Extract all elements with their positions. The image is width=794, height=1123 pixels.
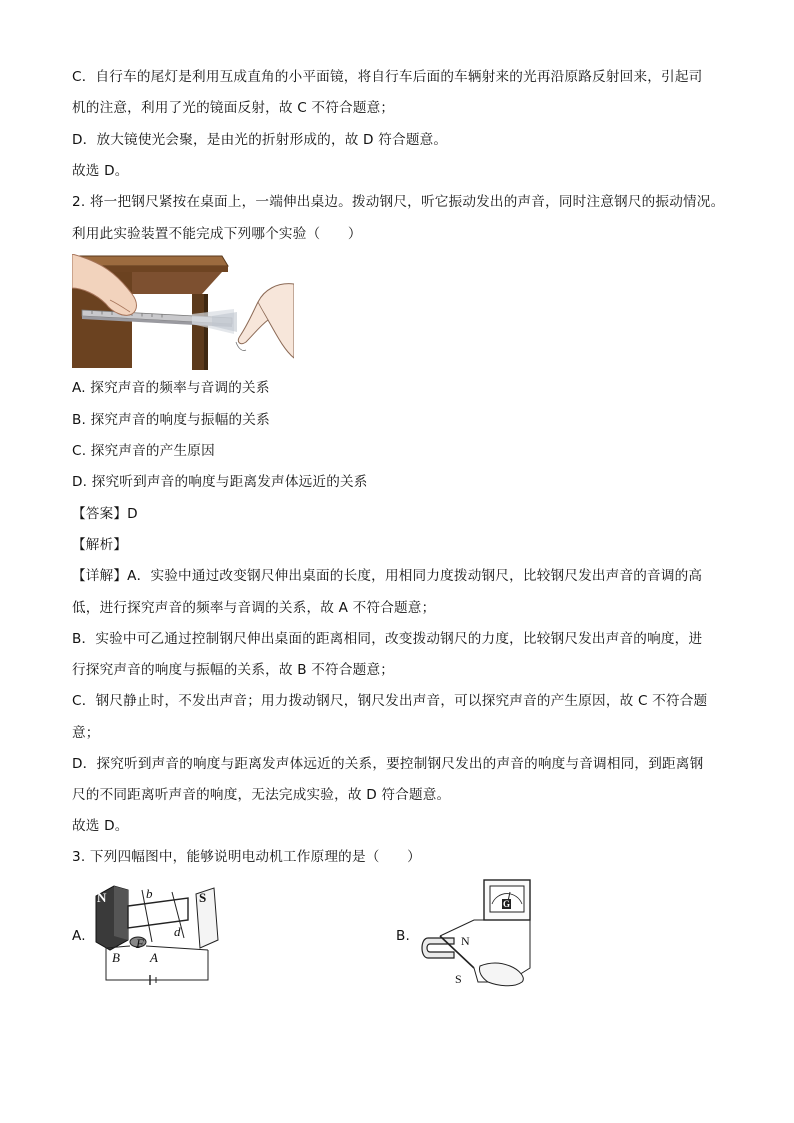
- fig-a-label-bb: B: [112, 950, 120, 965]
- fig-a-label-f: F: [136, 936, 144, 951]
- generator-galvanometer-figure: [418, 878, 536, 990]
- q2-answer: 【答案】D: [72, 506, 138, 522]
- fig-a-label-s: S: [199, 890, 207, 905]
- q2-option-a: A. 探究声音的频率与音调的关系: [72, 380, 270, 396]
- q2-option-d: D. 探究听到声音的响度与距离发声体远近的关系: [72, 474, 368, 490]
- q3-option-b-label: B.: [396, 928, 411, 944]
- q2-detail-line2: 低，进行探究声音的频率与音调的关系，故 A 不符合题意；: [72, 600, 436, 616]
- fig-a-label-n: N: [97, 890, 107, 905]
- q2-option-b: B. 探究声音的响度与振幅的关系: [72, 412, 270, 428]
- q2-detail-line7: D．探究听到声音的响度与距离发声体远近的关系，要控制钢尺发出的声音的响度与音调相同，到距离钢: [72, 756, 704, 772]
- q2-analysis-heading: 【解析】: [72, 537, 128, 553]
- fig-a-label-d: d: [174, 924, 181, 939]
- q2-detail-line6: 意；: [72, 725, 100, 741]
- prev-option-c-line1: C．自行车的尾灯是利用互成直角的小平面镜，将自行车后面的车辆射来的光再沿原路反射回来，引起司: [72, 69, 703, 85]
- q3-stem: 3. 下列四幅图中，能够说明电动机工作原理的是（ ）: [72, 849, 421, 865]
- prev-option-c-line2: 机的注意，利用了光的镜面反射，故 C 不符合题意；: [72, 100, 395, 116]
- q2-option-c: C. 探究声音的产生原因: [72, 443, 215, 459]
- q2-stem-line1: 2. 将一把钢尺紧按在桌面上，一端伸出桌边。拨动钢尺，听它振动发出的声音，同时注意钢尺的振动情况。: [72, 194, 725, 210]
- fig-b-label-g: G: [503, 899, 511, 909]
- fig-a-label-b: b: [146, 886, 153, 901]
- ruler-experiment-figure: [72, 254, 294, 372]
- prev-conclusion: 故选 D。: [72, 163, 129, 179]
- q2-detail-line4: 行探究声音的响度与振幅的关系，故 B 不符合题意；: [72, 662, 395, 678]
- q2-detail-line5: C．钢尺静止时，不发出声音；用力拨动钢尺，钢尺发出声音，可以探究声音的产生原因，故 C 不符合题: [72, 693, 708, 709]
- q2-detail-line8: 尺的不同距离听声音的响度，无法完成实验，故 D 符合题意。: [72, 787, 451, 803]
- q2-stem-line2: 利用此实验装置不能完成下列哪个实验（ ）: [72, 226, 362, 242]
- fig-a-label-a: A: [150, 950, 158, 965]
- q2-detail-line3: B．实验中可乙通过控制钢尺伸出桌面的距离相同，改变拨动钢尺的力度，比较钢尺发出声音的响度，进: [72, 631, 703, 647]
- fig-b-label-n: N: [461, 934, 470, 948]
- q3-option-a-label: A.: [72, 928, 86, 944]
- fig-b-label-s: S: [455, 972, 462, 986]
- q2-detail-line1: 【详解】A．实验中通过改变钢尺伸出桌面的长度，用相同力度拨动钢尺，比较钢尺发出声音的音调的高: [72, 568, 703, 584]
- prev-option-d: D．放大镜使光会聚，是由光的折射形成的，故 D 符合题意。: [72, 132, 448, 148]
- q2-conclusion: 故选 D。: [72, 818, 129, 834]
